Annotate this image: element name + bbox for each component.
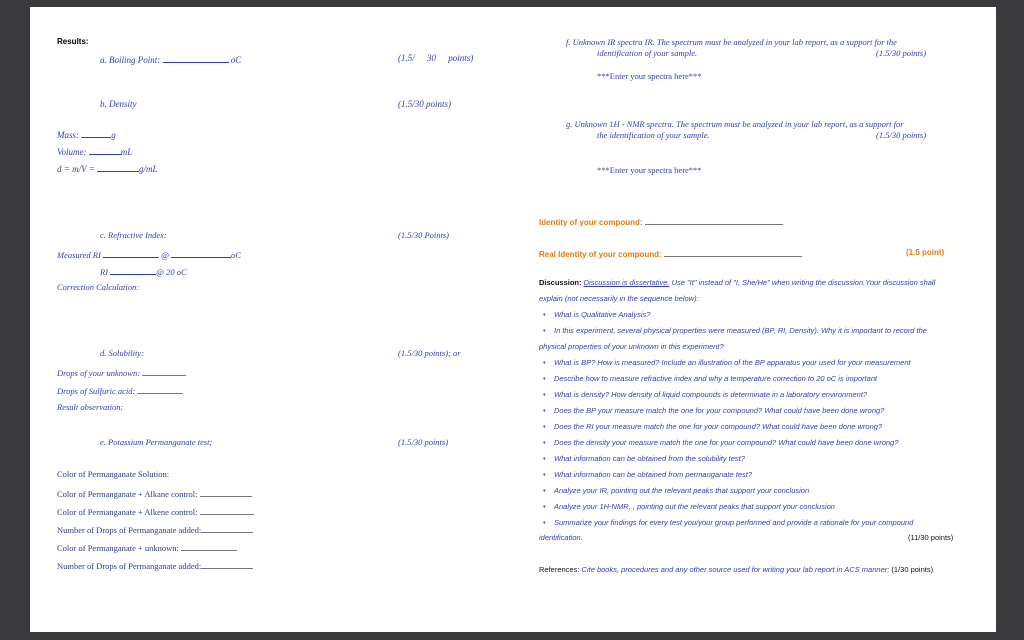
discussion-item-text: Summarize your findings for every test you/your group performed and provide a rationale for your compound xyxy=(554,518,914,527)
alkene-control-blank[interactable] xyxy=(200,505,254,515)
ri-corrected-at: @ 20 oC xyxy=(156,267,187,277)
drops-sulfuric-label: Drops of Sulfuric acid: xyxy=(57,386,136,396)
bullet-icon: • xyxy=(543,518,546,527)
bullet-icon: • xyxy=(543,310,546,319)
bullet-icon: • xyxy=(543,358,546,367)
discussion-item-text: What information can be obtained from permanganate test? xyxy=(554,470,753,479)
permanganate-line-5-text: Number of Drops of Permanganate added: xyxy=(57,561,202,571)
density-label: b. Density xyxy=(100,99,137,109)
nmr-points: (1.5/30 points) xyxy=(876,130,927,140)
discussion-item-text: What information can be obtained from the solubility test? xyxy=(554,454,745,463)
discussion-item-text: Does the BP your measure match the one for your compound? What could have been done wrong? xyxy=(554,406,885,415)
density-points: (1.5/30 points) xyxy=(398,99,451,109)
ri-corrected-blank[interactable] xyxy=(110,265,156,275)
discussion-item xyxy=(543,502,835,511)
bp-unit: oC xyxy=(230,55,242,65)
density-calc-line xyxy=(57,162,158,174)
measured-ri-line xyxy=(57,248,241,260)
d-unit: g/mL xyxy=(138,164,158,174)
permanganate-line-1 xyxy=(57,487,252,499)
ri-corrected-label: RI xyxy=(100,267,109,277)
nmr-label: g. Unknown 1H - NMR spectra. The spectrum must be analyzed in your lab report, as a support for xyxy=(566,119,904,129)
mass-blank[interactable] xyxy=(81,128,111,138)
nmr-line2: the identification of your sample. xyxy=(597,130,710,140)
permanganate-line-0-text: Color of Permanganate Solution: xyxy=(57,469,170,479)
solubility-points: (1.5/30 points); or xyxy=(398,348,461,358)
ir-spectra-placeholder[interactable]: ***Enter your spectra here*** xyxy=(597,71,702,81)
discussion-item xyxy=(543,390,868,399)
measured-ri-at: @ xyxy=(161,250,169,260)
drops-added-blank[interactable] xyxy=(201,523,253,533)
permanganate-line-4-text: Color of Permanganate + unknown: xyxy=(57,543,179,553)
discussion-label: Discussion: xyxy=(539,278,582,287)
permanganate-line-1-text: Color of Permanganate + Alkane control: xyxy=(57,489,198,499)
d-label: d = m/V = xyxy=(57,164,95,174)
worksheet-page xyxy=(30,7,996,632)
identity-blank[interactable] xyxy=(645,216,783,225)
discussion-item xyxy=(543,422,883,431)
drops-unknown-blank[interactable] xyxy=(142,366,186,376)
ri-corrected-line xyxy=(100,265,187,277)
permanganate-points: (1.5/30 points) xyxy=(398,437,449,447)
discussion-item xyxy=(543,438,899,447)
bp-points-open: (1.5/ xyxy=(398,53,415,63)
alkane-control-blank[interactable] xyxy=(200,487,252,497)
bullet-icon: • xyxy=(543,406,546,415)
volume-unit: mL xyxy=(120,147,133,157)
references-text: Cite books, procedures and any other source used for writing your lab report in ACS manner; xyxy=(579,565,890,574)
measured-ri-blank[interactable] xyxy=(103,248,159,258)
discussion-item-text: What is density? How density of liquid compounds is determinate in a laboratory environment? xyxy=(554,390,868,399)
results-label: Results: xyxy=(57,37,89,46)
discussion-item xyxy=(543,310,651,319)
discussion-item-text: What is Qualitative Analysis? xyxy=(554,310,651,319)
d-blank[interactable] xyxy=(97,162,139,172)
ri-points: (1.5/30 Points) xyxy=(398,230,449,240)
permanganate-line-2 xyxy=(57,505,254,517)
permanganate-line-4 xyxy=(57,541,237,553)
bullet-icon: • xyxy=(543,374,546,383)
bp-label-text: a. Boiling Point: xyxy=(100,55,161,65)
volume-line xyxy=(57,145,132,157)
mass-line xyxy=(57,128,116,140)
bp-points-num: 30 xyxy=(427,53,436,63)
identity-label: Identity of your compound: xyxy=(539,218,643,227)
ri-label: c. Refractive Index: xyxy=(100,230,167,240)
discussion-intro-rest: Use "It" instead of "I, She/He" when writing the discussion.Your discussion shall xyxy=(669,278,936,287)
permanganate-line-0 xyxy=(57,469,169,479)
drops-added-2-blank[interactable] xyxy=(201,559,253,569)
measured-ri-temp-blank[interactable] xyxy=(171,248,231,258)
result-observation: Result observation: xyxy=(57,402,124,412)
volume-label: Volume: xyxy=(57,147,87,157)
bullet-icon: • xyxy=(543,502,546,511)
discussion-item-cont: physical properties of your unknown in this experiment? xyxy=(539,342,724,351)
real-identity-line xyxy=(539,248,802,259)
bullet-icon: • xyxy=(543,454,546,463)
discussion-item xyxy=(543,326,927,335)
discussion-intro xyxy=(539,278,935,287)
references-label: References: xyxy=(539,565,580,574)
bullet-icon: • xyxy=(543,470,546,479)
correction-calculation: Correction Calculation: xyxy=(57,282,140,292)
permanganate-line-3 xyxy=(57,523,253,535)
mass-label: Mass: xyxy=(57,130,79,140)
references-line xyxy=(539,565,933,574)
permanganate-label: e. Potassium Permanganate test; xyxy=(100,437,213,447)
discussion-item-text: In this experiment, several physical properties were measured (BP, RI, Density). Why it is important to record the xyxy=(554,326,927,335)
ir-line2: identification of your sample. xyxy=(597,48,698,58)
bp-label xyxy=(100,53,241,65)
bp-points xyxy=(398,53,473,63)
discussion-item xyxy=(543,374,878,383)
unknown-color-blank[interactable] xyxy=(181,541,237,551)
bullet-icon: • xyxy=(543,326,546,335)
bullet-icon: • xyxy=(543,438,546,447)
permanganate-line-3-text: Number of Drops of Permanganate added: xyxy=(57,525,202,535)
discussion-item-text: Does the RI your measure match the one for your compound? What could have been done wrong? xyxy=(554,422,883,431)
ir-points: (1.5/30 points) xyxy=(876,48,927,58)
discussion-item-cont: identification. xyxy=(539,533,583,542)
drops-sulfuric-line xyxy=(57,384,183,396)
measured-ri-label: Measured RI xyxy=(57,250,101,260)
solubility-label: d. Solubility: xyxy=(100,348,144,358)
ir-label: f. Unknown IR spectra IR. The spectrum must be analyzed in your lab report, as a support for the xyxy=(566,37,897,47)
measured-ri-unit: oC xyxy=(231,250,241,260)
drops-unknown-line xyxy=(57,366,186,378)
discussion-intro-line2: explain (not necessarily in the sequence below): xyxy=(539,294,699,303)
volume-blank[interactable] xyxy=(89,145,121,155)
bp-blank[interactable] xyxy=(163,53,229,63)
discussion-item xyxy=(543,454,745,463)
discussion-item xyxy=(543,470,753,479)
drops-sulfuric-blank[interactable] xyxy=(137,384,183,394)
bullet-icon: • xyxy=(543,390,546,399)
discussion-item-text: Analyze your IR, pointing out the relevant peaks that support your conclusion xyxy=(554,486,810,495)
bullet-icon: • xyxy=(543,422,546,431)
discussion-points: (11/30 points) xyxy=(908,533,954,542)
nmr-spectra-placeholder[interactable]: ***Enter your spectra here*** xyxy=(597,165,702,175)
permanganate-line-2-text: Color of Permanganate + Alkene control: xyxy=(57,507,198,517)
bullet-icon: • xyxy=(543,486,546,495)
discussion-item xyxy=(543,406,885,415)
real-identity-points: (1.5 point) xyxy=(906,248,945,257)
discussion-item xyxy=(543,518,914,527)
discussion-link[interactable]: Discussion is dissertative. xyxy=(583,278,670,287)
permanganate-line-5 xyxy=(57,559,253,571)
identity-line xyxy=(539,216,783,227)
mass-unit: g xyxy=(111,130,116,140)
discussion-item-text: Describe how to measure refractive index and why a temperature correction to 20 oC is important xyxy=(554,374,878,383)
bp-points-suffix: points) xyxy=(448,53,474,63)
discussion-item xyxy=(543,358,911,367)
discussion-item-text: Does the density your measure match the one for your compound? What could have been done wrong? xyxy=(554,438,899,447)
references-points: (1/30 points) xyxy=(889,565,934,574)
discussion-item xyxy=(543,486,810,495)
real-identity-blank[interactable] xyxy=(664,248,802,257)
discussion-item-text: Analyze your 1H-NMR, , pointing out the relevant peaks that support your conclusion xyxy=(554,502,835,511)
drops-unknown-label: Drops of your unknown: xyxy=(57,368,141,378)
real-identity-label: Real Identity of your compound: xyxy=(539,250,662,259)
discussion-item-text: What is BP? How is measured? Include an illustration of the BP apparatus your used for your measurement xyxy=(554,358,911,367)
